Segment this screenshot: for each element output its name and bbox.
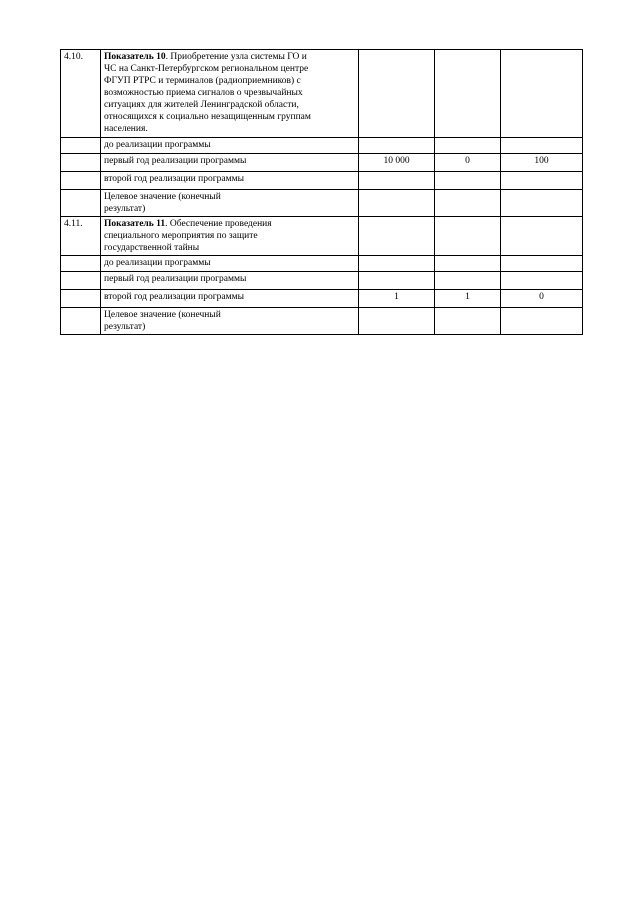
value-cell [501,272,583,290]
value-cell: 1 [359,290,435,308]
empty-number-cell [61,290,101,308]
table-row [61,138,583,154]
value-cell [501,138,583,154]
value-cell [435,308,501,335]
indicator-title: Показатель 10 [104,52,166,62]
empty-number-cell [61,190,101,217]
value-cell [435,138,501,154]
indicator-title: Показатель 11 [104,219,166,229]
value-cell [435,190,501,217]
empty-number-cell [61,172,101,190]
value-cell [359,50,435,138]
indicators-table [60,49,583,335]
table-row [61,308,583,335]
value-cell: 0 [501,290,583,308]
indicator-description-cell [101,50,359,138]
value-cell [501,308,583,335]
table-row [61,154,583,172]
value-cell [501,172,583,190]
row-label: Целевое значение (конечный результат) [101,308,359,335]
value-cell: 10 000 [359,154,435,172]
indicator-header-row [61,217,583,256]
table-row [61,290,583,308]
empty-number-cell [61,138,101,154]
value-cell [435,50,501,138]
value-cell [359,308,435,335]
table-row [61,172,583,190]
table-row [61,190,583,217]
value-cell [359,272,435,290]
value-cell [435,256,501,272]
empty-number-cell [61,154,101,172]
value-cell: 1 [435,290,501,308]
indicator-description: . Приобретение узла системы ГО и ЧС на Санкт-Петербургском региональном центре ФГУП РТРС и терминалов (радиоприемников) с возможностью приема сигналов о чрезвычайных ситуациях для жителей Ленинградской области, относящихся к социально незащищенным группам населения. [104,52,311,134]
row-label: второй год реализации программы [101,290,359,308]
value-cell [359,256,435,272]
value-cell [501,50,583,138]
indicator-description: . Обеспечение проведения специального мероприятия по защите государственной тайны [104,219,272,253]
value-cell [501,256,583,272]
indicator-header-row [61,50,583,138]
empty-number-cell [61,308,101,335]
value-cell: 100 [501,154,583,172]
value-cell [359,190,435,217]
indicator-number: 4.11. [61,217,101,256]
indicator-description-cell [101,217,359,256]
row-label: до реализации программы [101,256,359,272]
value-cell [435,272,501,290]
value-cell: 0 [435,154,501,172]
value-cell [501,217,583,256]
empty-number-cell [61,272,101,290]
empty-number-cell [61,256,101,272]
value-cell [359,138,435,154]
value-cell [501,190,583,217]
row-label: до реализации программы [101,138,359,154]
table-row [61,272,583,290]
value-cell [435,217,501,256]
value-cell [359,172,435,190]
table-row [61,256,583,272]
row-label: первый год реализации программы [101,272,359,290]
value-cell [359,217,435,256]
indicator-number: 4.10. [61,50,101,138]
row-label: второй год реализации программы [101,172,359,190]
row-label: Целевое значение (конечный результат) [101,190,359,217]
row-label: первый год реализации программы [101,154,359,172]
value-cell [435,172,501,190]
